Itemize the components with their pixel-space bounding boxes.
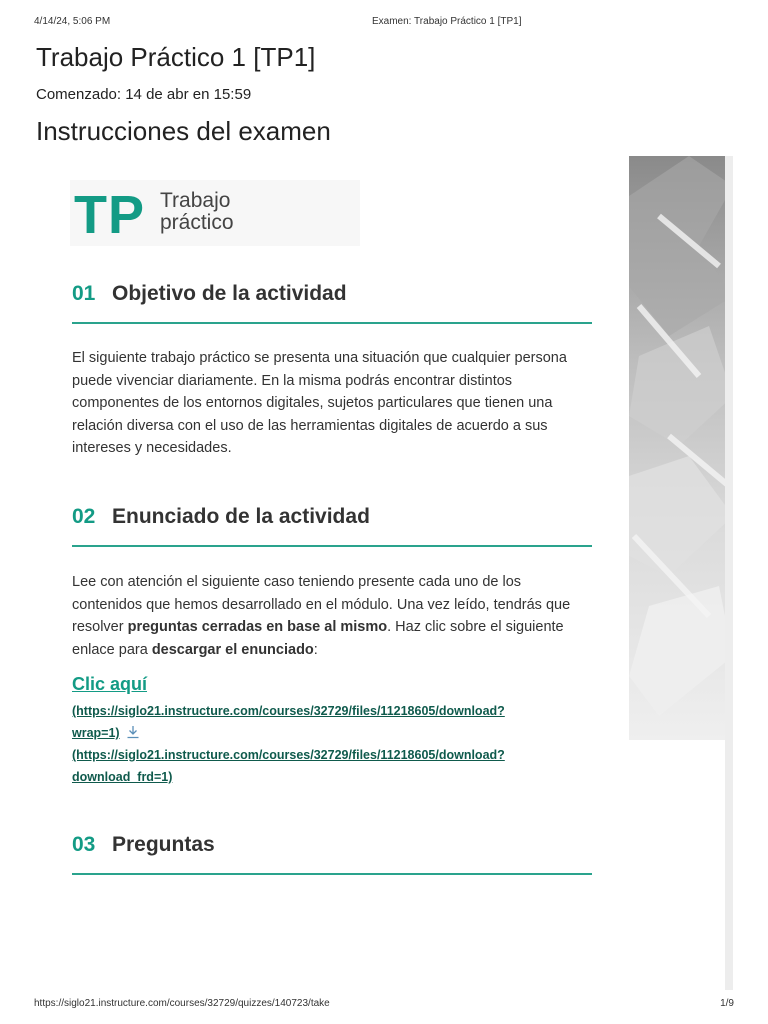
- print-timestamp: 4/14/24, 5:06 PM: [34, 16, 111, 27]
- print-footer-url: https://siglo21.instructure.com/courses/32729/quizzes/140723/take: [34, 998, 330, 1009]
- enunciado-text-1: Lee con atención el siguiente caso teniendo presente cada uno de los contenidos que hemos desarrollado en el módulo. Una vez leído, tendrás que resolver: [72, 574, 571, 635]
- clic-aqui-link[interactable]: Clic aquí: [72, 674, 148, 694]
- objetivo-paragraph: El siguiente trabajo práctico se presenta una situación que cualquier persona puede vivenciar diariamente. En la misma podrás encontrar distintos componentes de los entornos digitales, sujetos particulares que tienen una relación diversa con el uso de las herramientas digitales de acuerdo a sus intereses y necesidades.: [72, 350, 567, 456]
- enunciado-text-2: . Haz clic sobre el siguiente enlace para: [72, 619, 564, 658]
- print-doc-title: Examen: Trabajo Práctico 1 [TP1]: [372, 16, 522, 27]
- abstract-pattern-icon: [629, 156, 733, 740]
- section-heading-preguntas: [72, 833, 592, 875]
- print-footer: [34, 998, 734, 1012]
- decorative-side-image: [629, 156, 733, 740]
- download-link-frd[interactable]: [72, 744, 572, 788]
- section-title: Preguntas: [112, 833, 215, 856]
- enunciado-bold-2: descargar el enunciado: [151, 641, 314, 658]
- logo-mark: TP: [74, 185, 146, 245]
- download-link-wrap[interactable]: [72, 700, 572, 744]
- logo-word-line1: Trabajo: [160, 189, 231, 212]
- page-number: 1/9: [720, 998, 734, 1009]
- section-number: 01: [72, 282, 96, 305]
- page-title: Trabajo Práctico 1 [TP1]: [36, 42, 316, 72]
- section-title: Objetivo de la actividad: [112, 282, 347, 305]
- section-number: 02: [72, 505, 96, 528]
- enunciado-paragraph: [72, 571, 592, 661]
- download-icon[interactable]: [126, 725, 140, 739]
- tp-logo: [70, 180, 360, 246]
- logo-word: [160, 190, 234, 234]
- print-header: [34, 16, 734, 30]
- section-heading-objetivo: [72, 282, 592, 324]
- section-title: Enunciado de la actividad: [112, 505, 370, 528]
- side-scroll-strip: [725, 156, 733, 990]
- enunciado-bold-1: preguntas cerradas en base al mismo: [127, 619, 388, 635]
- download-url-line2[interactable]: wrap=1): [72, 726, 120, 740]
- enunciado-text-3: :: [313, 641, 318, 658]
- logo-word-line2: práctico: [160, 211, 234, 234]
- instructions-title: Instrucciones del examen: [36, 116, 331, 146]
- download-frd-url-line1[interactable]: (https://siglo21.instructure.com/courses/32729/files/11218605/download?: [72, 748, 505, 762]
- section-number: 03: [72, 833, 96, 856]
- download-url-line2-row: [72, 722, 572, 744]
- download-url-line1[interactable]: (https://siglo21.instructure.com/courses/32729/files/11218605/download?: [72, 704, 505, 718]
- download-frd-url-line2[interactable]: download_frd=1): [72, 770, 173, 784]
- section-heading-enunciado: [72, 505, 592, 547]
- started-info: Comenzado: 14 de abr en 15:59: [36, 86, 252, 103]
